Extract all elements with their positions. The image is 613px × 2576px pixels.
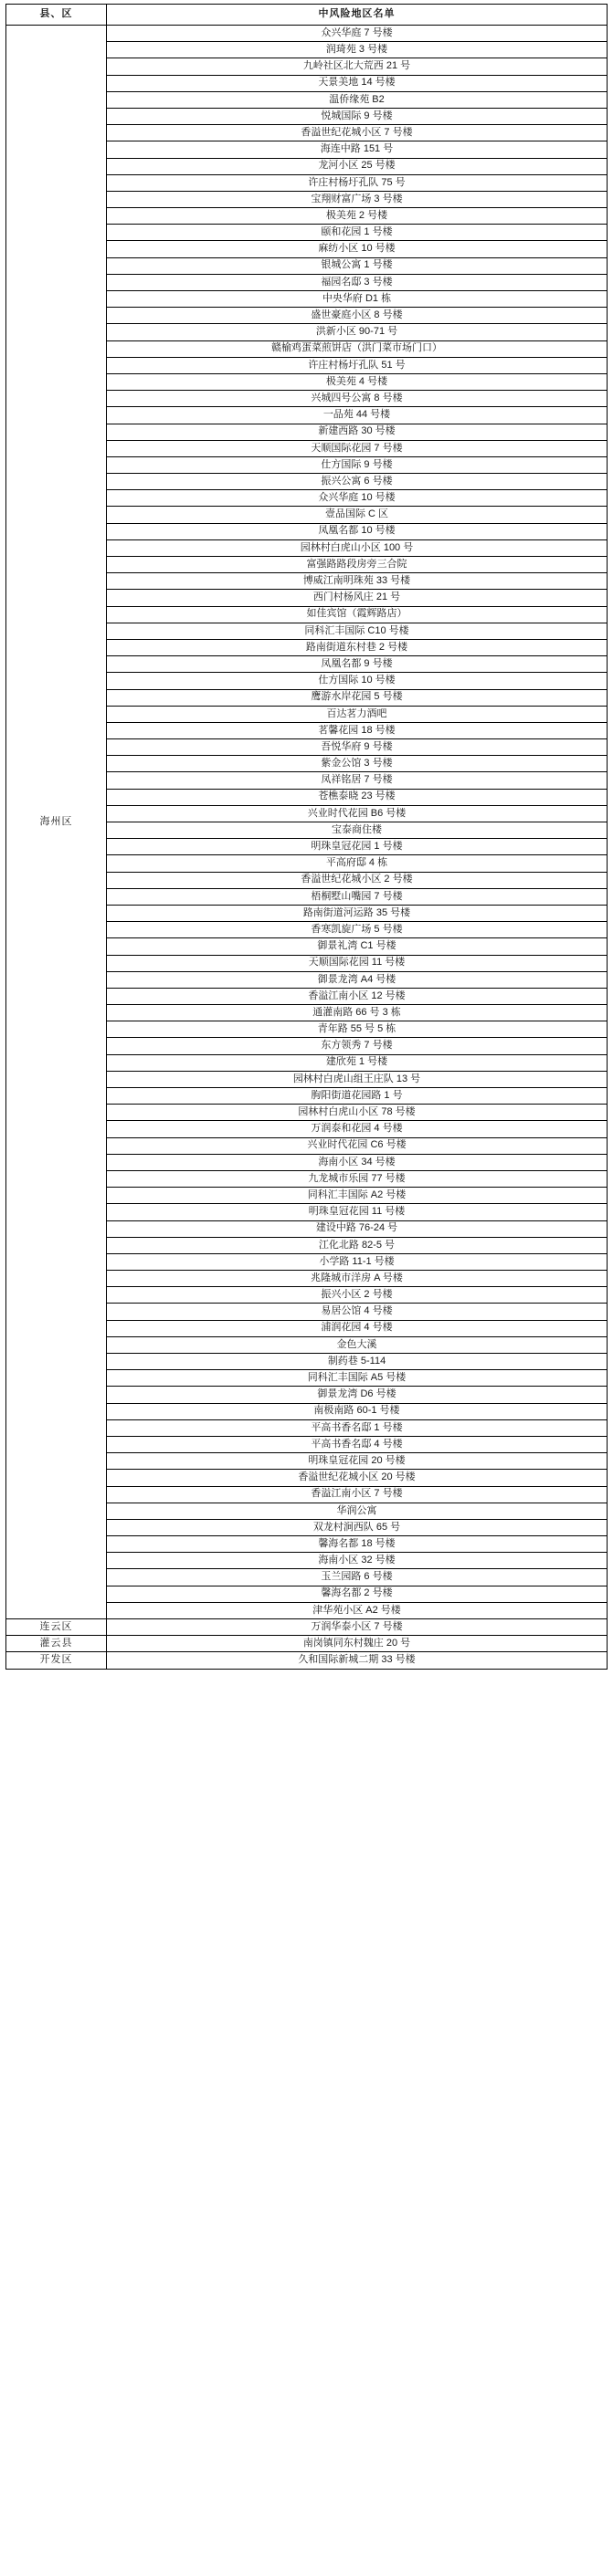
risk-place-cell: 苍樵泰晓 23 号楼 (107, 789, 608, 805)
risk-place-cell: 吾悦华府 9 号楼 (107, 739, 608, 756)
risk-place-cell: 振兴公寓 6 号楼 (107, 474, 608, 490)
risk-place-cell: 平高书香名邸 4 号楼 (107, 1436, 608, 1452)
risk-place-cell: 麻纺小区 10 号楼 (107, 241, 608, 257)
risk-place-cell: 天顺国际花园 11 号楼 (107, 955, 608, 971)
risk-place-cell: 众兴华庭 7 号楼 (107, 26, 608, 42)
risk-place-cell: 香寒凯旋广场 5 号楼 (107, 922, 608, 938)
risk-place-cell: 通灌南路 66 号 3 栋 (107, 1005, 608, 1021)
risk-place-cell: 御景礼湾 C1 号楼 (107, 938, 608, 955)
risk-place-cell: 明珠皇冠花园 20 号楼 (107, 1453, 608, 1470)
risk-place-cell: 银城公寓 1 号楼 (107, 257, 608, 274)
risk-place-cell: 金色大溪 (107, 1336, 608, 1353)
table-row (6, 26, 608, 42)
risk-place-cell: 宝泰商住楼 (107, 822, 608, 839)
risk-place-cell: 南极南路 60-1 号楼 (107, 1403, 608, 1419)
risk-place-cell: 许庄村杨圩孔队 75 号 (107, 174, 608, 191)
risk-place-cell: 馨海名都 2 号楼 (107, 1586, 608, 1602)
table-row (6, 1636, 608, 1652)
risk-place-cell: 园林村白虎山小区 78 号楼 (107, 1105, 608, 1121)
risk-place-cell: 东方领秀 7 号楼 (107, 1038, 608, 1054)
risk-place-cell: 建设中路 76-24 号 (107, 1220, 608, 1237)
risk-place-cell: 如佳宾馆（霞辉路店） (107, 606, 608, 623)
risk-place-cell: 路南街道河运路 35 号楼 (107, 905, 608, 921)
risk-place-cell: 凤凰名都 10 号楼 (107, 523, 608, 539)
risk-place-cell: 鹰游水岸花园 5 号楼 (107, 689, 608, 706)
risk-place-cell: 海连中路 151 号 (107, 141, 608, 158)
risk-place-cell: 极美苑 2 号楼 (107, 208, 608, 225)
risk-place-cell: 香溢世纪花城小区 2 号楼 (107, 872, 608, 888)
table-header-row (6, 5, 608, 26)
risk-place-cell: 悦城国际 9 号楼 (107, 108, 608, 124)
table-body (6, 26, 608, 1670)
risk-place-cell: 温侨缘苑 B2 (107, 91, 608, 108)
region-cell: 开发区 (6, 1652, 107, 1669)
risk-place-cell: 赣榆鸡蛋菜煎饼店（洪门菜市场门口） (107, 340, 608, 357)
risk-place-cell: 江化北路 82-5 号 (107, 1237, 608, 1253)
risk-place-cell: 宝翔财富广场 3 号楼 (107, 191, 608, 207)
table-row (6, 1652, 608, 1669)
risk-place-cell: 众兴华庭 10 号楼 (107, 490, 608, 507)
risk-place-cell: 九岭社区北大荒西 21 号 (107, 58, 608, 75)
table-row (6, 1619, 608, 1636)
risk-place-cell: 中央华府 D1 栋 (107, 291, 608, 308)
table-head (6, 5, 608, 26)
risk-place-cell: 明珠皇冠花园 1 号楼 (107, 839, 608, 855)
risk-place-cell: 香溢江南小区 12 号楼 (107, 988, 608, 1004)
risk-place-cell: 海南小区 32 号楼 (107, 1553, 608, 1569)
risk-place-cell: 同科汇丰国际 A5 号楼 (107, 1370, 608, 1387)
risk-place-cell: 兴城四号公寓 8 号楼 (107, 391, 608, 407)
risk-place-cell: 制药巷 5-114 (107, 1354, 608, 1370)
risk-place-cell: 青年路 55 号 5 栋 (107, 1021, 608, 1038)
risk-place-cell: 茗馨花园 18 号楼 (107, 722, 608, 738)
risk-place-cell: 朐阳街道花园路 1 号 (107, 1088, 608, 1105)
risk-place-cell: 香溢世纪花城小区 7 号楼 (107, 125, 608, 141)
risk-place-cell: 御景龙湾 A4 号楼 (107, 971, 608, 988)
risk-place-cell: 博威江南明珠苑 33 号楼 (107, 573, 608, 590)
risk-place-cell: 平高书香名邸 1 号楼 (107, 1419, 608, 1436)
risk-place-cell: 梧桐墅山嘴园 7 号楼 (107, 888, 608, 905)
risk-place-cell: 龙河小区 25 号楼 (107, 158, 608, 174)
risk-place-cell: 双龙村涧西队 65 号 (107, 1519, 608, 1535)
risk-place-cell: 兆隆城市洋房 A 号楼 (107, 1271, 608, 1287)
risk-place-cell: 仕方国际 9 号楼 (107, 456, 608, 473)
risk-place-cell: 久和国际新城二期 33 号楼 (107, 1652, 608, 1669)
risk-place-cell: 西门村杨风庄 21 号 (107, 590, 608, 606)
risk-place-cell: 盛世豪庭小区 8 号楼 (107, 308, 608, 324)
risk-place-cell: 极美苑 4 号楼 (107, 373, 608, 390)
risk-place-cell: 仕方国际 10 号楼 (107, 673, 608, 689)
risk-place-cell: 易居公馆 4 号楼 (107, 1304, 608, 1320)
risk-place-cell: 新建西路 30 号楼 (107, 424, 608, 440)
risk-area-table (5, 4, 608, 1670)
risk-place-cell: 香溢世纪花城小区 20 号楼 (107, 1470, 608, 1486)
risk-place-cell: 兴业时代花园 C6 号楼 (107, 1137, 608, 1154)
risk-place-cell: 同科汇丰国际 A2 号楼 (107, 1188, 608, 1204)
risk-place-cell: 南岗镇同东村魏庄 20 号 (107, 1636, 608, 1652)
risk-place-cell: 馨海名都 18 号楼 (107, 1536, 608, 1553)
risk-place-cell: 一品苑 44 号楼 (107, 407, 608, 424)
risk-place-cell: 凤祥铭居 7 号楼 (107, 772, 608, 789)
risk-place-cell: 路南街道东村巷 2 号楼 (107, 639, 608, 655)
risk-place-cell: 壹品国际 C 区 (107, 507, 608, 523)
risk-place-cell: 园林村白虎山组王庄队 13 号 (107, 1071, 608, 1087)
column-header-region: 县、区 (6, 5, 107, 26)
risk-place-cell: 御景龙湾 D6 号楼 (107, 1387, 608, 1403)
risk-place-cell: 园林村白虎山小区 100 号 (107, 539, 608, 556)
risk-place-cell: 浦润花园 4 号楼 (107, 1320, 608, 1336)
region-cell: 连云区 (6, 1619, 107, 1636)
region-cell: 灌云县 (6, 1636, 107, 1652)
risk-place-cell: 天顺国际花园 7 号楼 (107, 440, 608, 456)
risk-place-cell: 津华苑小区 A2 号楼 (107, 1602, 608, 1618)
risk-place-cell: 洪新小区 90-71 号 (107, 324, 608, 340)
risk-place-cell: 平高府邸 4 栋 (107, 855, 608, 872)
risk-place-cell: 小学路 11-1 号楼 (107, 1253, 608, 1270)
risk-place-cell: 玉兰园路 6 号楼 (107, 1569, 608, 1586)
risk-place-cell: 香溢江南小区 7 号楼 (107, 1486, 608, 1503)
risk-place-cell: 华润公寓 (107, 1503, 608, 1519)
risk-place-cell: 建欣苑 1 号楼 (107, 1054, 608, 1071)
risk-place-cell: 凤凰名都 9 号楼 (107, 656, 608, 673)
risk-place-cell: 富强路路段房旁三合院 (107, 557, 608, 573)
risk-place-cell: 百达茗力酒吧 (107, 706, 608, 722)
risk-place-cell: 许庄村杨圩孔队 51 号 (107, 357, 608, 373)
risk-place-cell: 万润华泰小区 7 号楼 (107, 1619, 608, 1636)
risk-place-cell: 明珠皇冠花园 11 号楼 (107, 1204, 608, 1220)
risk-place-cell: 颐和花园 1 号楼 (107, 225, 608, 241)
risk-place-cell: 振兴小区 2 号楼 (107, 1287, 608, 1304)
column-header-name: 中风险地区名单 (107, 5, 608, 26)
risk-place-cell: 福园名邸 3 号楼 (107, 274, 608, 290)
risk-place-cell: 天景美地 14 号楼 (107, 75, 608, 91)
risk-place-cell: 同科汇丰国际 C10 号楼 (107, 623, 608, 639)
risk-place-cell: 万润泰和花园 4 号楼 (107, 1121, 608, 1137)
risk-place-cell: 紫金公馆 3 号楼 (107, 756, 608, 772)
region-cell: 海州区 (6, 26, 107, 1619)
risk-place-cell: 海南小区 34 号楼 (107, 1154, 608, 1170)
risk-place-cell: 九龙城市乐园 77 号楼 (107, 1170, 608, 1187)
risk-place-cell: 润琦苑 3 号楼 (107, 42, 608, 58)
risk-place-cell: 兴业时代花园 B6 号楼 (107, 805, 608, 822)
